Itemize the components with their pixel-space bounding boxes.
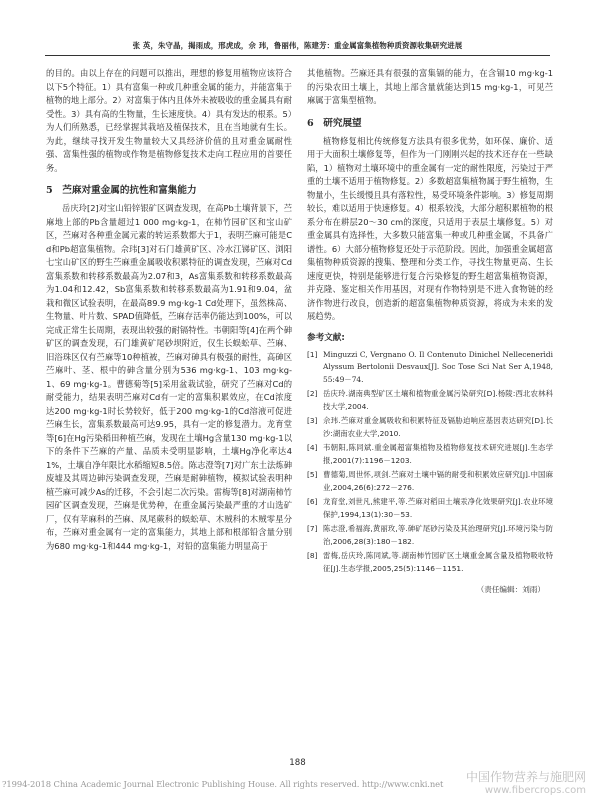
reference-number: [8] <box>307 551 318 560</box>
reference-text: 龙育堂,刘世凡,熊建平,等.苎麻对稻田土壤汞净化效果研究[J].农业环境保护,1994,13(1):30－53. <box>323 497 553 519</box>
reference-number: [7] <box>307 524 318 533</box>
reference-item <box>307 496 553 521</box>
body-paragraph: 的目的。由以上存在的问题可以推出，理想的修复用植物应该符合以下5个特征。1）具有富集一种或几种重金属的能力，并能富集于植物的地上部分。2）对富集于体内且体外未被吸收的重金属具有耐受性。3）具有高的生物量，生长速度快。4）具有发达的根系。5）为人们所熟悉，已经掌握其栽培及植保技术，且在当地就有生长。为此，继续寻找开发生物量较大又具经济价值的且对重金属耐性强、富集性强的植物或作物是植物修复技术走向工程应用的首要任务。 <box>46 68 292 173</box>
reference-list <box>307 349 553 576</box>
section-heading: 5 苎麻对重金属的抗性和富集能力 <box>46 185 197 196</box>
reference-text: 韦朝阳,陈同斌.重金属超富集植物及植物修复技术研究进展[J].生态学报,2001(7):1196－1203. <box>323 443 553 465</box>
page-number: 188 <box>289 758 306 768</box>
watermark-title: 中国作物营养与施肥网 <box>466 770 587 784</box>
reference-number: [4] <box>307 443 318 452</box>
reference-number: [3] <box>307 416 318 425</box>
body-paragraph: 植物修复相比传统修复方法具有很多优势，如环保、廉价、适用于大面积土壤修复等，但作为一门刚刚兴起的技术还存在一些缺陷，1）植物对土壤环境中的重金属有一定的耐性限度，污染过于严重的土壤不适用于植物修复。2）多数超富集植物属于野生植物，生物量小，生长缓慢且具有落粒性，易受环境条件影响。3）修复周期较长，难以适用于快速修复。4）根系较浅，大部分超积累植物的根系分布在耕层20～30 cm的深度，只适用于表层土壤修复。5）对重金属具有选择性，大多数只能富集一种或几种重金属，不具备广谱性。6）大部分植物修复还处于示范阶段。因此，加强重金属超富集植物种质资源的搜集、整理和分类工作，寻找生物量更高、生长速度更快，特别是能够进行复合污染修复的野生超富集植物资源，并克隆、鉴定相关作用基因，对现有作物特别是不进入食物链的经济作物进行改良，创造新的超富集植物种质资源，将成为未来的发展趋势。 <box>307 135 553 321</box>
reference-item <box>307 415 553 440</box>
references-heading: 参考文献: <box>307 332 345 343</box>
left-column <box>46 67 292 553</box>
right-column <box>307 67 553 596</box>
copyright-footer: ?1994-2018 China Academic Journal Electronic Publishing House. All rights reserved. http://www.cnki.net <box>2 779 444 789</box>
body-paragraph: 其他植物。苎麻还具有很强的富集镉的能力，在含镉10 mg·kg-1的污染农田土壤上，其地上部含量就能达到15 mg·kg-1，可见苎麻属于富集型植物。 <box>307 68 553 105</box>
watermark <box>466 770 586 798</box>
reference-text: Minguzzi C, Vergnano O. Il Contenuto Dinichel Nellecenerìdi Alyssum Bertolonii Desvaux[J]. Soc Tose Sci Nat Ser A,1948,55:49－74. <box>323 349 553 384</box>
reference-item <box>307 442 553 467</box>
reference-number: [6] <box>307 497 318 506</box>
body-paragraph: 岳庆玲[2]对宝山铅锌银矿区调查发现，在高Pb土壤背景下，苎麻地上部的Pb含量超过1 000 mg·kg-1，在柿竹园矿区和宝山矿区，苎麻对各种重金属元素的转运系数都大于1，表明苎麻可能是Cd和Pb超富集植物。佘玮[3]对石门雄黄矿区、冷水江锑矿区、浏阳七宝山矿区的野生苎麻重金属吸收积累特征的调查发现，苎麻对Cd富集系数和转移系数最高为2.07和3，As富集系数和转移系数最高为1.04和12.42，Sb富集系数和转移系数最高为1.91和9.04，盆栽和微区试验表明，在最高89.9 mg·kg-1 Cd处理下，虽然株高、生物量、叶片数、SPAD值降低，苎麻存活率仍能达到100%，可以完成正常生长周期，表现出较强的耐镉特性。韦朝阳等[4]在两个砷矿区的调查发现，石门雄黄矿尾砂坝附近，仅生长蜈蚣草、苎麻、旧浴珠区仅有苎麻等10种植被，苎麻对砷具有极强的耐性，高砷区苎麻叶、茎、根中的砷含量分别为536 mg·kg-1、103 mg·kg-1、69 mg·kg-1。曹德菊等[5]采用盆栽试验，研究了苎麻对Cd的耐受能力，结果表明苎麻对Cd有一定的富集积累效应，在Cd浓度达200 mg·kg-1时长势较好，低于200 mg·kg-1的Cd溶液可促进苎麻生长，富集系数最高可达9.95，具有一定的修复潜力。龙育堂等[6]在Hg污染稻田种植苎麻，发现在土壤Hg含量130 mg·kg-1以下的条件下苎麻的产量、品质未受明显影响，土壤Hg净化率达41%，土壤自净年限比水稻缩短8.5倍。陈志澄等[7]对广东土法炼砷废墟及其周边砷污染调查发现，苎麻是耐砷植物，模拟试验表明种植苎麻可减少As的迁移，不会引起二次污染。雷梅等[8]对湖南柿竹园矿区调查发现，苎麻是优势种，在重金属污染最严重的才山选矿厂，仅有苹麻科的苎麻、凤尾蕨科的蜈蚣草、木贼科的木贼零星分布，苎麻对重金属有一定的富集能力，其地上部和根部铅含量分别为680 mg·kg-1和444 mg·kg-1，对铅的富集能力明显高于 <box>46 203 292 551</box>
reference-number: [1] <box>307 349 318 359</box>
reference-text: 陈志澄,希福海,黄丽玫,等.砷矿尾砂污染及其治理研究[J].环境污染与防治,2006,28(3):180－182. <box>323 524 553 546</box>
reference-item <box>307 550 553 575</box>
reference-text: 雷梅,岳庆玲,陈同斌,等.湖南柿竹园矿区土壤重金属含量及植物吸收特征[J].生态学报,2005,25(5):1146－1151. <box>323 551 553 573</box>
reference-item <box>307 349 553 387</box>
watermark-url: www.fibercrops.com <box>484 785 587 796</box>
header-rule <box>45 55 550 56</box>
reference-text: 曹德菊,周世怀,项剑.苎麻对土壤中镉的耐受和积累效应研究[J].中国麻业,2004,26(6):272－276. <box>323 470 553 492</box>
reference-number: [5] <box>307 470 318 479</box>
reference-item <box>307 388 553 413</box>
reference-text: 岳庆玲.湖南典型矿区土壤和植物重金属污染研究[D].杨陵:西北农林科技大学,2004. <box>323 389 553 411</box>
reference-number: [2] <box>307 389 318 398</box>
section-heading: 6 研究展望 <box>307 117 362 129</box>
editor-note: （责任编辑：刘雨） <box>476 585 545 594</box>
reference-item <box>307 523 553 548</box>
running-header: 张 英，朱守晶，揭雨成，邢虎成，佘 玮，鲁丽伟，陈建芳：重金属富集植物种质资源收集研究进展 <box>132 41 463 50</box>
reference-item <box>307 469 553 494</box>
reference-text: 佘玮.苎麻对重金属吸收和积累特征及镉胁迫响应基因表达研究[D].长沙:湖南农业大学,2010. <box>323 416 553 438</box>
